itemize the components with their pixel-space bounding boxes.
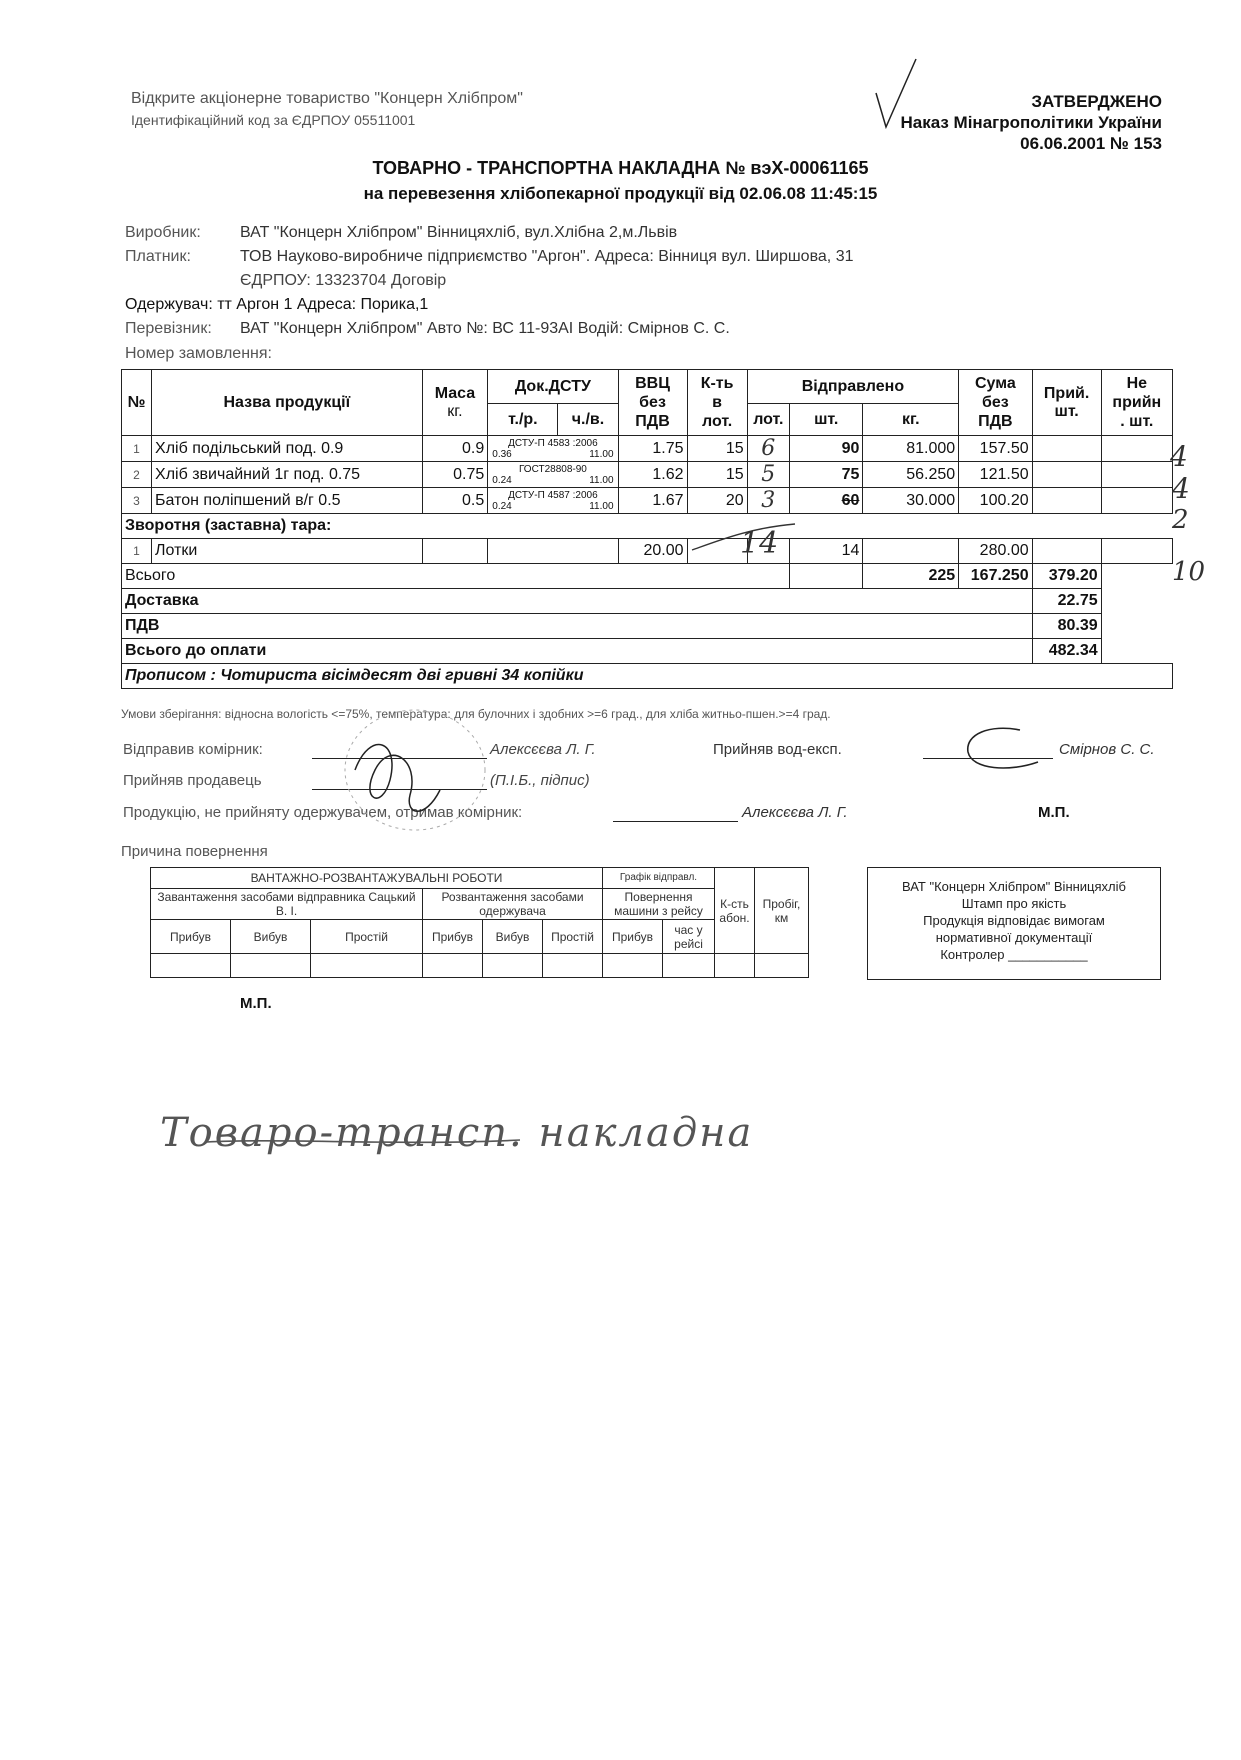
works-return: Повернення машини з рейсу (603, 889, 715, 920)
works-title: ВАНТАЖНО-РОЗВАНТАЖУВАЛЬНІ РОБОТИ (151, 868, 603, 889)
product-name: Батон поліпшений в/г 0.5 (152, 488, 423, 514)
storage-conditions: Умови зберігання: відносна вологість <=75%, температура: для булочних і здобних >=6 град., для хліба житньо-пшен.>=4 град. (121, 707, 831, 721)
stamp-place-label: М.П. (1038, 804, 1070, 821)
strikethrough-icon (205, 1120, 525, 1160)
quality-stamp-box: ВАТ "Концерн Хлібпром" Вінницяхліб Штамп про якість Продукція відповідає вимогам нормативної документації Контролер ___________ (867, 867, 1161, 980)
tare-row: 1 Лотки 20.00 14 280.00 (122, 539, 1173, 564)
payer-edrpou: ЄДРПОУ: 13323704 Договір (240, 272, 447, 289)
approved-label: ЗАТВЕРДЖЕНО (1031, 92, 1162, 111)
seller-signature-icon (330, 700, 500, 840)
works-load: Завантаження засобами відправника Сацький В. І. (151, 889, 423, 920)
org-name: Відкрите акціонерне товариство "Концерн Хлібпром" (131, 90, 523, 107)
col-sent: Відправлено (747, 370, 959, 404)
table-row: 3 Батон поліпшений в/г 0.5 0.5 ДСТУ-П 4587 :2006 0.24 11.00 1.67 20 3 60 30.000 100.20 (122, 488, 1173, 514)
document-subtitle: на перевезення хлібопекарної продукції від 02.06.08 11:45:15 (363, 184, 878, 203)
returned-name: Алексєєва Л. Г. (742, 804, 848, 821)
stamp-place-bottom: М.П. (240, 995, 272, 1012)
delivery-row: Доставка 22.75 (122, 589, 1173, 614)
returned-line (613, 821, 738, 822)
col-sent-pcs: шт. (789, 404, 862, 436)
products-table (121, 369, 1173, 689)
document-title: ТОВАРНО - ТРАНСПОРТНА НАКЛАДНА № вэХ-00061165 (372, 158, 869, 178)
works-mileage: Пробіг, км (755, 868, 809, 954)
producer-value: ВАТ "Концерн Хлібпром" Вінницяхліб, вул.Хлібна 2,м.Львів (240, 224, 678, 241)
handwritten-stroke-icon (690, 520, 800, 560)
returned-label: Продукцію, не прийняту одержувачем, отримав комірник: (123, 804, 523, 821)
driver-label: Прийняв вод-експ. (713, 741, 842, 758)
amount-in-words-row: Прописом : Чотириста вісімдесят дві гривні 34 копійки (122, 664, 1173, 689)
pay-row: Всього до оплати 482.34 (122, 639, 1173, 664)
sent-by-name: Алексєєва Л. Г. (490, 741, 596, 758)
driver-name: Смірнов С. С. (1059, 741, 1155, 758)
product-name: Хліб звичайний 1г под. 0.75 (152, 462, 423, 488)
col-accepted: Прий. шт. (1032, 370, 1101, 436)
loading-works-table: ВАНТАЖНО-РОЗВАНТАЖУВАЛЬНІ РОБОТИ Графік відправл. К-сть абон. Пробіг, км Завантаження засобами відправника Сацький В. І. Розвантаження засобами одержувача Повернення машини з рейсу Прибув Вибув Простій Прибув Вибув Простій Прибув час у рейсі (150, 867, 809, 978)
producer-label: Виробник: (125, 224, 201, 241)
order-number-label: Номер замовлення: (125, 345, 272, 362)
col-name: Назва продукції (152, 370, 423, 436)
handwritten-mark: 2 (1172, 505, 1189, 535)
table-row: 2 Хліб звичайний 1г под. 0.75 0.75 ГОСТ28808-90 0.24 11.00 1.62 15 5 75 56.250 121.50 (122, 462, 1173, 488)
col-mass: Маса кг. (422, 370, 488, 436)
col-no: № (122, 370, 152, 436)
carrier-label: Перевізник: (125, 320, 212, 337)
col-doc-ch: ч./в. (558, 404, 618, 436)
product-name: Хліб подільський под. 0.9 (152, 436, 423, 462)
handwritten-mark: 4 (1172, 472, 1190, 505)
vat-row: ПДВ 80.39 (122, 614, 1173, 639)
handwritten-mark: 4 (1170, 440, 1188, 473)
col-sent-lot: лот. (747, 404, 789, 436)
receiver: Одержувач: тт Аргон 1 Адреса: Порика,1 (125, 296, 429, 313)
works-unload: Розвантаження засобами одержувача (423, 889, 603, 920)
carrier-value: ВАТ "Концерн Хлібпром" Авто №: ВС 11-93АІ Водій: Смірнов С. С. (240, 320, 730, 337)
seller-label: Прийняв продавець (123, 772, 262, 789)
table-row: 1 Хліб подільський под. 0.9 0.9 ДСТУ-П 4583 :2006 0.36 11.00 1.75 15 6 90 81.000 157.50 (122, 436, 1173, 462)
seller-hint: (П.І.Б., підпис) (490, 772, 590, 789)
works-qty-abon: К-сть абон. (715, 868, 755, 954)
col-doc: Док.ДСТУ (488, 370, 618, 404)
handwritten-mark: 14 (740, 526, 779, 561)
payer-value: ТОВ Науково-виробниче підприємство "Аргон". Адреса: Вінниця вул. Ширшова, 31 (240, 248, 854, 265)
works-schedule: Графік відправл. (603, 868, 715, 889)
tare-section-row: Зворотня (заставна) тара: (122, 514, 1173, 539)
col-sum: Сума без ПДВ (959, 370, 1032, 436)
checkmark-icon (872, 55, 922, 135)
total-row: Всього 225 167.250 379.20 (122, 564, 1173, 589)
approved-order-date: 06.06.2001 № 153 (1020, 134, 1162, 153)
handwritten-note: Товаро-трансп. накладна (160, 1110, 754, 1156)
col-sent-kg: кг. (863, 404, 959, 436)
col-not-accepted: Не прийн . шт. (1101, 370, 1172, 436)
org-edrpou: Ідентифікаційний код за ЄДРПОУ 05511001 (131, 112, 416, 128)
col-doc-tr: т./р. (488, 404, 558, 436)
handwritten-mark: 10 (1172, 557, 1206, 587)
driver-signature-icon (950, 722, 1050, 777)
payer-label: Платник: (125, 248, 191, 265)
col-vvc: ВВЦ без ПДВ (618, 370, 687, 436)
approved-order: Наказ Мінагрополітики України (900, 113, 1162, 132)
sent-by-label: Відправив комірник: (123, 741, 263, 758)
col-qty: К-ть в лот. (687, 370, 747, 436)
return-reason-label: Причина повернення (121, 843, 268, 860)
